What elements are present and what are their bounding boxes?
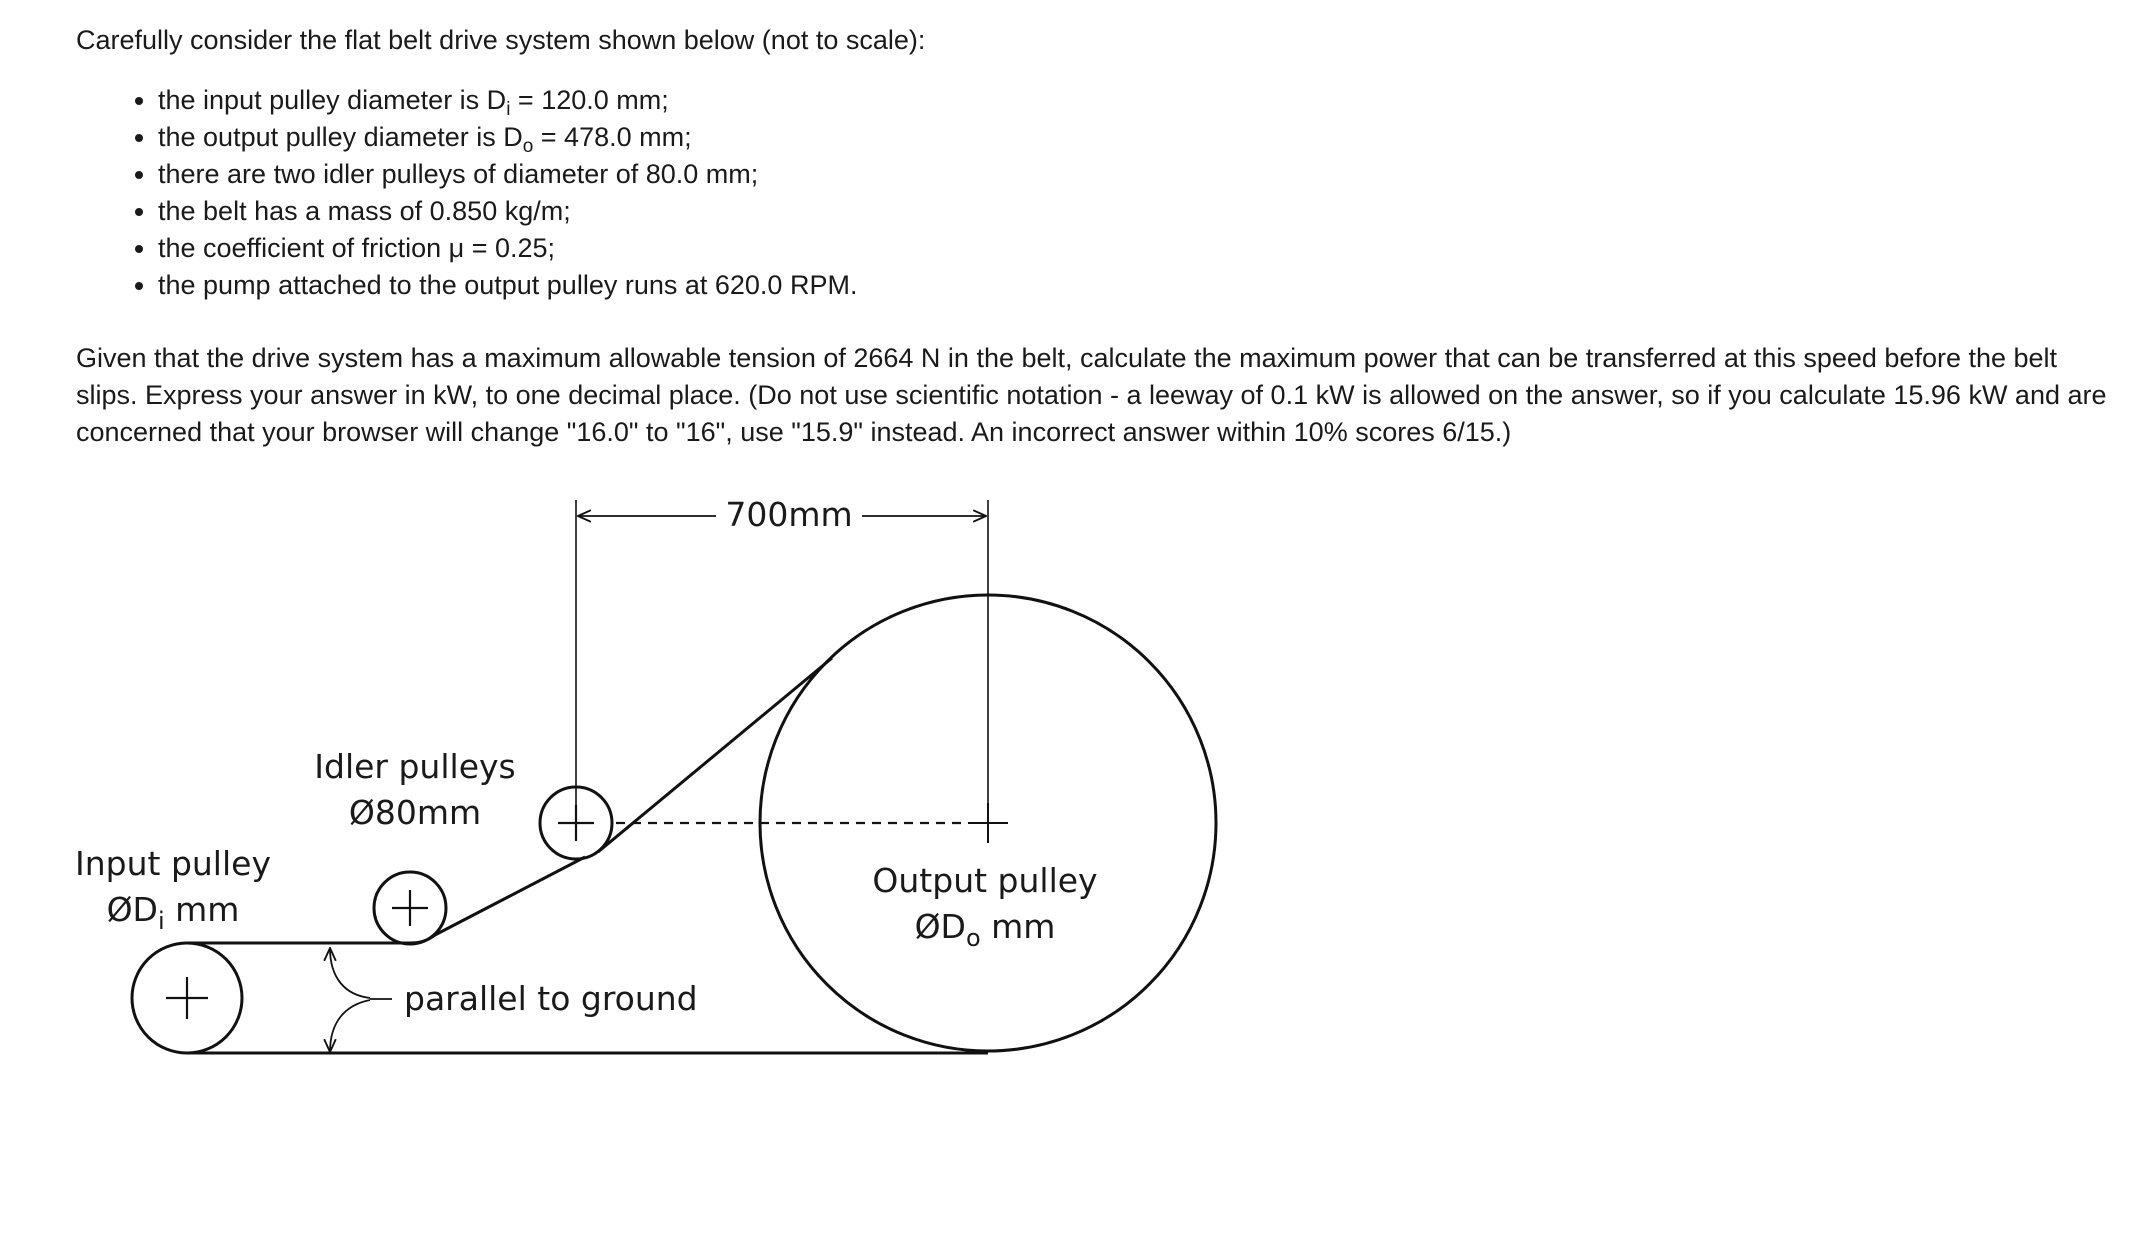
list-item: • the pump attached to the output pulley runs at 620.0 RPM. [158,267,857,304]
dimension-label: 700mm [725,495,853,534]
list-item: • the output pulley diameter is $D_o = 478.0$ mm; [158,119,857,156]
list-item: • the coefficient of friction μ = 0.25; [158,230,857,267]
output-label-diameter: $ØD_o$ mm [914,907,1056,952]
belt-wrap-lower-idler [410,935,435,943]
parallel-arrow-lower [330,1000,370,1052]
parallel-arrow-upper [330,948,370,998]
question-text: Given that the drive system has a maximum allowable tension of 2664 N in the belt, calculate the maximum power that can be transferred at this speed before the belt slips. Express your answer in kW, to one decimal place. (Do not use scientific notation - a leeway of 0.1 kW is allowed on the answer, so if you calculate 15.96 kW and are concerned that your browser will change "16.0" to "16", use "15.9" instead. An incorrect answer within 10% scores 6/15.) [76,343,2107,447]
list-item: • there are two idler pulleys of diameter of 80.0 mm; [158,156,857,193]
belt-idler-to-idler-span [433,857,585,936]
list-item: • the input pulley diameter is $D_i = 120.0$ mm; [158,82,857,119]
input-label-title: Input pulley [75,844,271,883]
idler-label-diameter: Ø80mm [348,793,482,832]
output-label-title: Output pulley [872,861,1098,900]
list-item: • the belt has a mass of 0.850 kg/m; [158,193,857,230]
parallel-label: parallel to ground [404,979,698,1018]
intro-text: Carefully consider the flat belt drive system shown below (not to scale): [76,25,926,55]
idler-label-title: Idler pulleys [314,747,516,786]
input-label-diameter: $ØD_i$ mm [106,890,240,935]
